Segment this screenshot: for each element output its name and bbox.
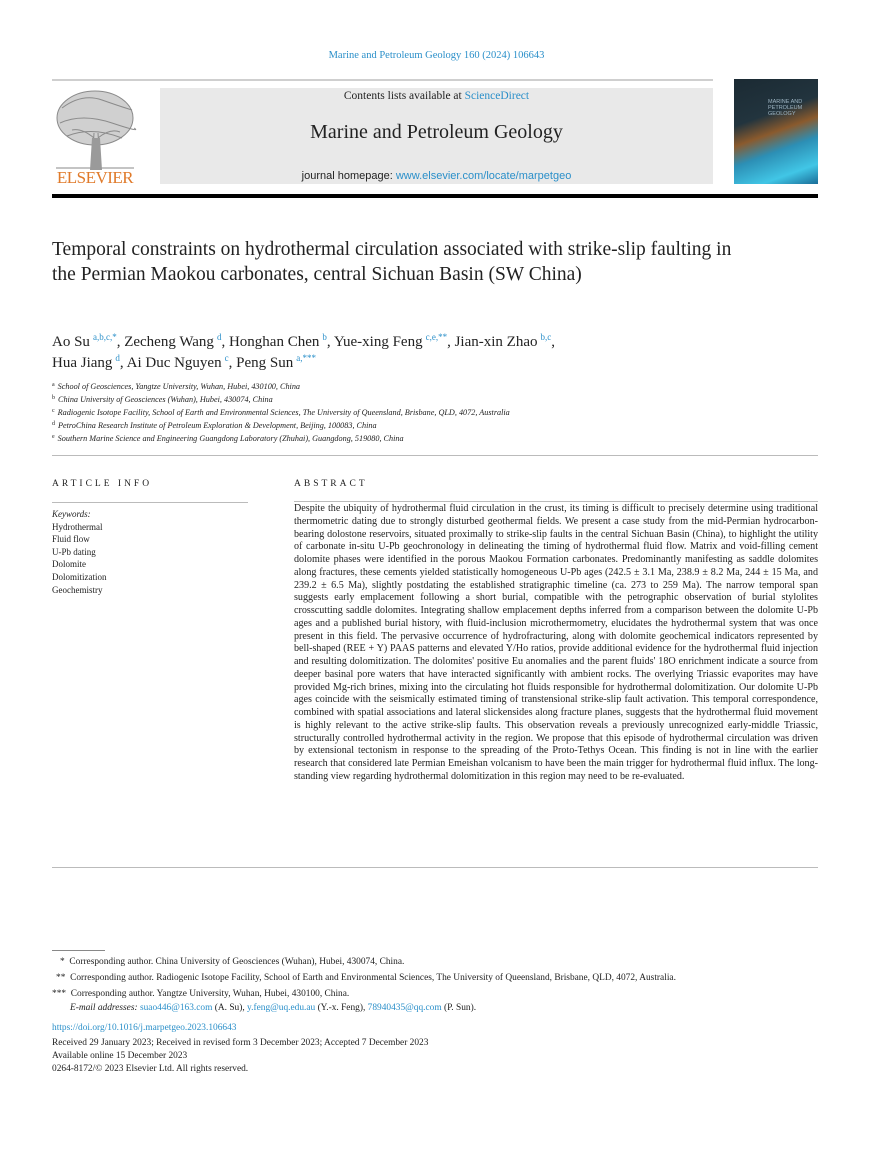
author-list: Ao Su $^{a,b,c,*}$, Zecheng Wang $^d$, Honghan Chen $^b$, Yue-xing Feng $^{c,e,**}$, Jian-xin Zhao $^{b,c}$, Hua Jiang $^d$, Ai Duc Nguyen $^c$, Peng Sun $^{a,***}$: [52, 332, 556, 371]
author-name[interactable]: Ai Duc Nguyen: [126, 355, 222, 371]
article-title: Temporal constraints on hydrothermal circulation associated with strike-slip faulting in the Permian Maokou carbonates, central Sichuan Basin (SW China): [52, 239, 732, 285]
doi-link[interactable]: https://doi.org/10.1016/j.marpetgeo.2023.106643: [52, 1023, 237, 1033]
available-online: Available online 15 December 2023: [52, 1051, 188, 1061]
author-name[interactable]: Honghan Chen: [228, 334, 320, 350]
header-divider: [52, 194, 818, 198]
author-affiliation-marks[interactable]: c,e,**: [425, 332, 448, 342]
author-affiliation-marks[interactable]: c: [224, 353, 229, 363]
affiliation-key: b: [52, 395, 55, 401]
affiliation-text: Southern Marine Science and Engineering Guangdong Laboratory (Zhuhai), Guangdong, 519080, China: [57, 434, 404, 443]
author: [236, 355, 316, 371]
author: [127, 355, 229, 371]
author: [124, 334, 221, 350]
footnote-text: Corresponding author. Radiogenic Isotope Facility, School of Earth and Environmental Sciences, The University of Queensland, Brisbane, QLD, 4072, Australia.: [70, 973, 676, 983]
footnote-mark: **: [56, 973, 66, 983]
email-owner: (A. Su),: [214, 1003, 245, 1013]
keyword: U-Pb dating: [52, 546, 96, 557]
corresponding-footnote: [52, 986, 832, 1002]
email-owner: (Y.-x. Feng),: [317, 1003, 366, 1013]
journal-header: [160, 88, 713, 184]
author: [52, 355, 120, 371]
author-name[interactable]: Jian-xin Zhao: [454, 334, 538, 350]
affiliation-key: d: [52, 421, 55, 427]
copyright: 0264-8172/© 2023 Elsevier Ltd. All rights reserved.: [52, 1064, 249, 1074]
author-affiliation-marks[interactable]: d: [216, 332, 222, 342]
affiliation-text: Radiogenic Isotope Facility, School of Earth and Environmental Sciences, The University of Queensland, Brisbane, QLD, 4072, Australia: [57, 408, 510, 417]
email-link[interactable]: y.feng@uq.edu.au: [247, 1003, 316, 1013]
article-info-heading: ARTICLE INFO: [52, 479, 153, 489]
affiliation: [52, 380, 822, 393]
journal-cover-image[interactable]: [734, 79, 818, 184]
author-name[interactable]: Hua Jiang: [52, 355, 113, 371]
affiliation-key: a: [52, 382, 55, 388]
elsevier-logo: [52, 88, 138, 186]
email-link[interactable]: suao446@163.com: [139, 1003, 213, 1013]
keywords-section: [52, 508, 107, 596]
journal-reference-link[interactable]: Marine and Petroleum Geology 160 (2024) 106643: [328, 50, 545, 61]
keyword-list: [52, 521, 107, 597]
keyword: Hydrothermal: [52, 521, 103, 532]
email-owner: (P. Sun).: [444, 1003, 477, 1013]
keyword: Dolomitization: [52, 571, 107, 582]
author-affiliation-marks[interactable]: a,b,c,*: [92, 332, 117, 342]
divider: [52, 502, 248, 503]
author-affiliation-marks[interactable]: a,***: [296, 353, 316, 363]
divider: [52, 79, 713, 81]
publication-info: [52, 1022, 428, 1076]
author: [455, 334, 552, 350]
affiliation-key: e: [52, 434, 55, 440]
affiliation-key: c: [52, 408, 55, 414]
divider: [52, 455, 818, 456]
sciencedirect-link[interactable]: ScienceDirect: [464, 90, 530, 102]
email-label: E-mail addresses:: [70, 1003, 138, 1013]
author-affiliation-marks[interactable]: b: [322, 332, 327, 342]
author: [229, 334, 327, 350]
abstract-text: Despite the ubiquity of hydrothermal fluid circulation in the crust, its timing is difficult to precisely determine using traditional thermometric dating due to strongly disturbed geothermal fields. We present a case study from the mid-Permian hydrocarbon-bearing dolostone reservoirs, situated proximally to strike-slip faults in the central Sichuan Basin (China), to highlight the utility of carbonate in-situ U-Pb geochronology in delineating the timing of hydrothermal fluid flow. Matrix and void-filling cement dolomite phases were identified in the porous Maokou Formation carbonates. Predominantly manifesting as saddle dolomites along fractures, these cements yielded statistically homogeneous U-Pb ages (242.5 ± 3.1 Ma, 238.9 ± 8.2 Ma, 244 ± 15 Ma, and 239.2 ± 6.5 Ma), slightly postdating the established stratigraphic timeline (ca. 273 to 259 Ma). The narrow temporal span suggests early emplacement following a short burial, compatible with the petrographic observation of burial stylolites crosscutting saddle dolomites. Integrating shallow emplacement depths inferred from a comparison between the dolomite U-Pb ages and a published burial history, with fluid-inclusion microthermometry, elucidates the hydrothermal system that was once present in this field. The pervasive occurrence of hydrofracturing, along with dolomite geochemical indicators represented by bell-shaped (REE + Y) PAAS patterns and elevated Y/Ho ratios, provide additional evidence for the hydrothermal fluid injection and resulting dolomitization. The dolomites' positive Eu anomalies and the parent fluids' 18O enrichment indicate a source from deeper basinal pore waters that have interacted significantly with ambient rocks. The overlying Triassic evaporites may have provided Mg-rich brines, mixing into the circulating hot fluids responsible for hydrothermal dolomitization. Our dolomite U-Pb ages coincide with the seismically estimated timing of transtensional strike-slip fault activation. This temporal correspondence, combined with spatial associations and lateral slickensides along fracture planes, suggests that the hydrothermal fluid movement is highly relevant to the active strike-slip faults. This observation reveals a previously unrecognized early-middle Triassic, structurally controlled hydrothermal activity in the region. We propose that this episode of hydrothermal circulation was driven by extensional tectonism in response to the spreading of the Proto-Tethys Ocean. This finding is not in line with the earlier research that considered late Permian Emeishan volcanism to have been the main trigger for hydrothermal fluid influx. The long-standing view regarding hydrothermal dolomitization in this region may need to be re-evaluated.: [294, 503, 818, 782]
affiliation: [52, 419, 822, 432]
contents-prefix: Contents lists available at: [343, 90, 465, 102]
divider: [294, 501, 818, 502]
keyword: Fluid flow: [52, 534, 90, 545]
footnote-divider: [52, 950, 105, 951]
received-dates: Received 29 January 2023; Received in revised form 3 December 2023; Accepted 7 December 2023: [52, 1038, 429, 1048]
email-link[interactable]: 78940435@qq.com: [367, 1003, 442, 1013]
keyword: Geochemistry: [52, 584, 103, 595]
footnote-text: Corresponding author. China University of Geosciences (Wuhan), Hubei, 430074, China.: [69, 957, 405, 967]
divider: [52, 867, 818, 868]
author: [334, 334, 447, 350]
email-addresses: [52, 1002, 832, 1015]
author-affiliation-marks[interactable]: d: [115, 353, 120, 363]
affiliation-text: PetroChina Research Institute of Petroleum Exploration & Development, Beijing, 100083, China: [58, 421, 377, 430]
footnote-mark: ***: [52, 989, 67, 999]
abstract-heading: ABSTRACT: [294, 479, 368, 489]
contents-line: [160, 90, 713, 102]
affiliation: [52, 432, 822, 445]
keyword: Dolomite: [52, 559, 86, 570]
keywords-label: Keywords:: [52, 509, 91, 519]
affiliation: [52, 406, 822, 419]
author-name[interactable]: Peng Sun: [236, 355, 294, 371]
homepage-prefix: journal homepage:: [301, 170, 396, 182]
footnote-mark: *: [60, 957, 65, 967]
affiliation: [52, 393, 822, 406]
corresponding-footnote: [52, 970, 832, 986]
footnotes: [52, 954, 832, 1015]
affiliation-list: [52, 380, 822, 445]
affiliation-text: China University of Geosciences (Wuhan), Hubei, 430074, China: [58, 395, 273, 404]
author-name[interactable]: Ao Su: [52, 334, 90, 350]
homepage-line: [160, 170, 713, 182]
author: [52, 334, 117, 350]
cover-text: MARINE AND PETROLEUM GEOLOGY: [768, 99, 803, 117]
author-affiliation-marks[interactable]: b,c: [540, 332, 552, 342]
affiliation-text: School of Geosciences, Yangtze University, Wuhan, Hubei, 430100, China: [57, 382, 301, 391]
corresponding-footnote: [52, 954, 832, 970]
journal-title: Marine and Petroleum Geology: [310, 121, 563, 143]
author-name[interactable]: Yue-xing Feng: [333, 334, 423, 350]
homepage-link[interactable]: www.elsevier.com/locate/marpetgeo: [395, 170, 572, 182]
footnote-text: Corresponding author. Yangtze University, Wuhan, Hubei, 430100, China.: [70, 989, 350, 999]
publisher-wordmark: ELSEVIER: [56, 168, 134, 187]
author-name[interactable]: Zecheng Wang: [124, 334, 214, 350]
